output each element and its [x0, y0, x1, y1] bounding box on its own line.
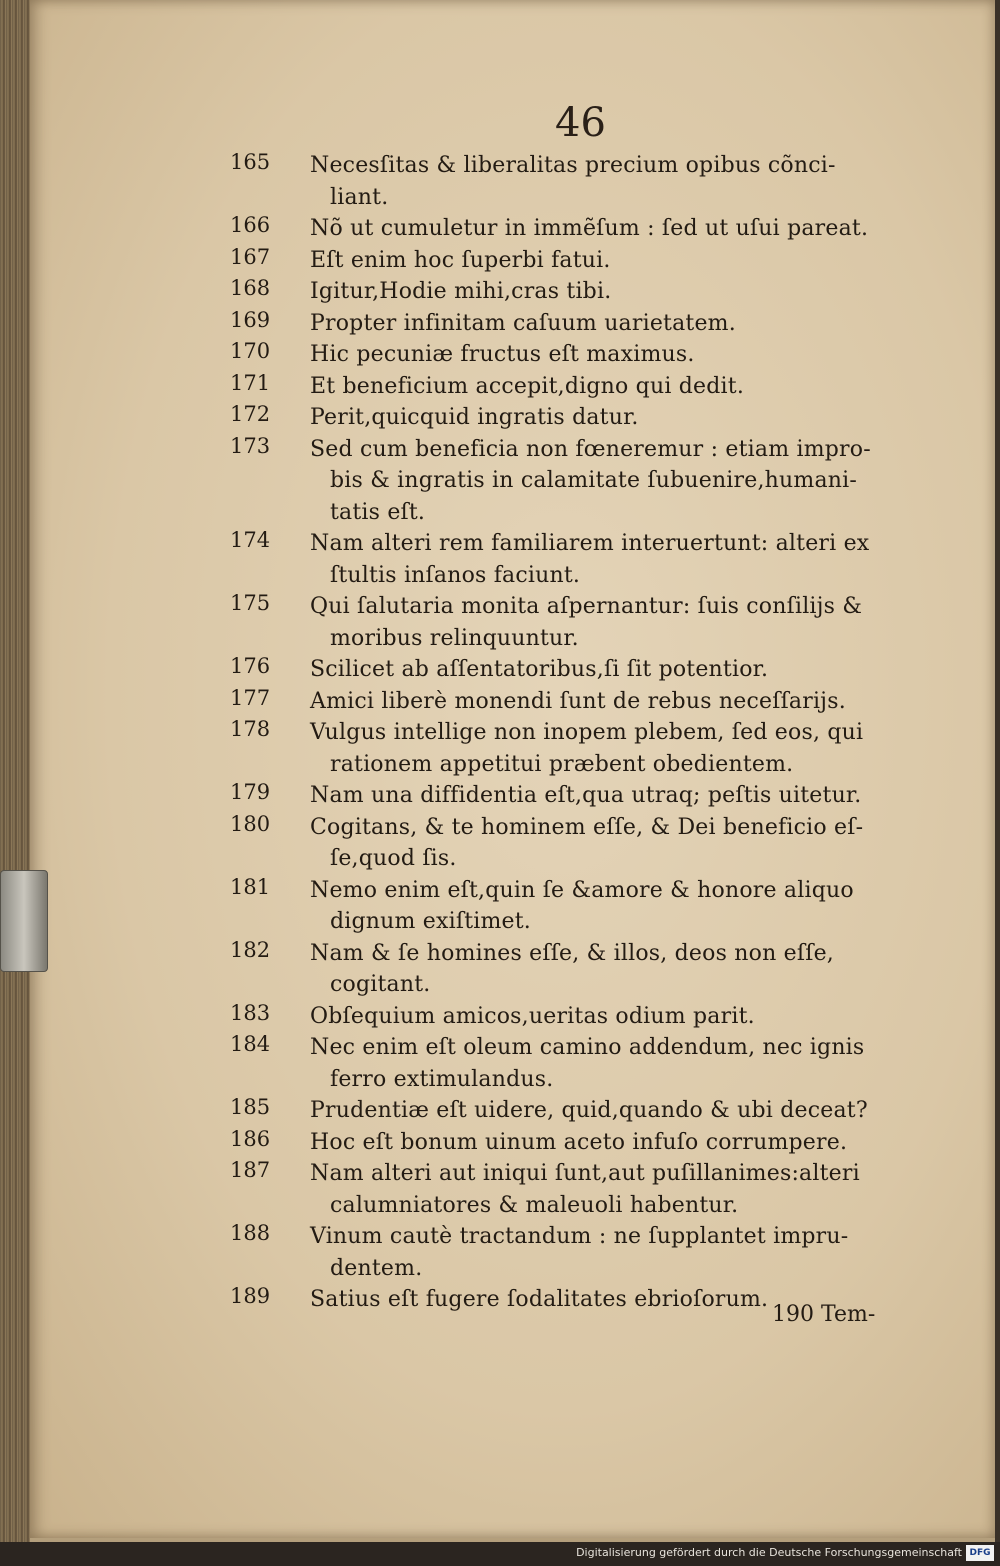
entry-number: 179	[230, 780, 271, 804]
entry-text-continued: dentem.	[330, 1255, 423, 1281]
entry-171	[230, 371, 930, 403]
entry-text: Nec enim eſt oleum camino addendum, nec ignis	[310, 1035, 865, 1060]
entry-166	[230, 213, 930, 245]
entry-number: 167	[230, 244, 271, 269]
footer-credit: Digitalisierung gefördert durch die Deutsche Forschungsgemeinschaft	[576, 1546, 962, 1559]
entry-185	[230, 1095, 930, 1127]
entry-text-continued: cogitant.	[330, 972, 431, 997]
entry-text: Eſt enim hoc ſuperbi fatui.	[310, 247, 611, 273]
entry-text: Sed cum beneficia non fœneremur : etiam impro-	[310, 436, 871, 462]
entry-175	[230, 591, 930, 654]
book-clasp	[0, 870, 48, 972]
entry-text: Cogitans, & te hominem eſſe, & Dei beneficio eſ-	[310, 814, 864, 840]
entry-text: Nemo enim eſt,quin ſe &amore & honore aliquo	[310, 877, 854, 903]
entry-188	[230, 1221, 930, 1284]
entry-text-continued: dignum exiſtimet.	[330, 909, 531, 934]
entry-186	[230, 1127, 930, 1159]
page-number: 46	[555, 100, 606, 146]
entry-text-continued: rationem appetitui præbent obedientem.	[330, 751, 794, 777]
entry-number: 165	[230, 150, 271, 174]
entry-text-continued: tatis eſt.	[330, 499, 426, 525]
entry-number: 176	[230, 654, 271, 678]
entry-181	[230, 875, 930, 938]
entry-number: 169	[230, 307, 271, 332]
entry-178	[230, 717, 930, 780]
entry-number: 178	[230, 717, 271, 741]
entry-text: Nam una diffidentia eſt,qua utraq; peſtis uitetur.	[310, 783, 862, 808]
entry-number: 188	[230, 1221, 271, 1245]
text-block	[230, 150, 930, 1316]
entry-number: 181	[230, 874, 271, 899]
entry-text: Igitur,Hodie mihi,cras tibi.	[310, 279, 612, 304]
entry-text-continued: bis & ingratis in calamitate ſubuenire,humani-	[330, 468, 858, 493]
dfg-logo-icon: DFG	[966, 1545, 994, 1561]
entry-text: Satius eſt fugere ſodalitates ebrioſorum.	[310, 1287, 769, 1312]
entry-text: Et beneficium accepit,digno qui dedit.	[310, 373, 745, 399]
entry-184	[230, 1032, 930, 1095]
entry-text: Nam alteri aut iniqui ſunt,aut puſillanimes:alteri	[310, 1161, 860, 1186]
entry-167	[230, 245, 930, 277]
entry-number: 185	[230, 1095, 271, 1119]
entry-179	[230, 780, 930, 812]
entry-number: 166	[230, 213, 271, 237]
entry-number: 177	[230, 685, 271, 710]
entry-text-continued: ſtultis inſanos faciunt.	[330, 562, 581, 588]
catchword: 190 Tem-	[772, 1302, 876, 1327]
entry-177	[230, 686, 930, 718]
entry-180	[230, 812, 930, 875]
entry-176	[230, 654, 930, 686]
entry-183	[230, 1001, 930, 1033]
entry-text: Hoc eſt bonum uinum aceto infuſo corrumpere.	[310, 1129, 848, 1155]
entry-text: Scilicet ab aſſentatoribus,ſi ſit potentior.	[310, 657, 769, 682]
entry-text: Vulgus intellige non inopem plebem, ſed eos, qui	[310, 720, 864, 745]
entry-169	[230, 308, 930, 340]
entry-number: 186	[230, 1126, 271, 1151]
entry-number: 184	[230, 1032, 271, 1056]
entry-text: Vinum cautè tractandum : ne ſupplantet impru-	[310, 1224, 849, 1249]
entry-text: Nõ ut cumuletur in immẽſum : ſed ut uſui pareat.	[310, 216, 869, 241]
entry-number: 180	[230, 811, 271, 836]
entry-number: 174	[230, 528, 271, 552]
entry-text: Hic pecuniæ fructus eſt maximus.	[310, 342, 695, 367]
entry-173	[230, 434, 930, 529]
entry-text: Qui ſalutaria monita aſpernantur: ſuis conſilijs &	[310, 594, 863, 619]
entry-text: Nam alteri rem familiarem interuertunt: alteri ex	[310, 531, 870, 556]
entry-165	[230, 150, 930, 213]
entry-text-continued: calumniatores & maleuoli habentur.	[330, 1192, 739, 1218]
entry-number: 171	[230, 370, 271, 395]
entry-text-continued: ſe,quod ſis.	[330, 846, 457, 871]
entry-text-continued: liant.	[330, 184, 389, 210]
entry-number: 189	[230, 1284, 271, 1308]
entry-text: Necesſitas & liberalitas precium opibus cõnci-	[310, 153, 836, 178]
entry-number: 183	[230, 1000, 271, 1025]
entry-187	[230, 1158, 930, 1221]
entry-text: Nam & ſe homines eſſe, & illos, deos non eſſe,	[310, 940, 834, 966]
entry-text: Obſequium amicos,ueritas odium parit.	[310, 1003, 755, 1029]
entry-number: 168	[230, 276, 271, 300]
entry-174	[230, 528, 930, 591]
entry-number: 173	[230, 433, 271, 458]
entry-number: 170	[230, 339, 271, 363]
entry-182	[230, 938, 930, 1001]
entry-168	[230, 276, 930, 308]
entry-number: 182	[230, 937, 271, 962]
entry-text: Prudentiæ eſt uidere, quid,quando & ubi deceat?	[310, 1098, 868, 1123]
entry-text-continued: moribus relinquuntur.	[330, 625, 579, 651]
entry-text: Perit,quicquid ingratis datur.	[310, 405, 639, 430]
entry-170	[230, 339, 930, 371]
entry-number: 187	[230, 1158, 271, 1182]
entry-text-continued: ferro extimulandus.	[330, 1066, 554, 1092]
entry-text: Propter infinitam caſuum uarietatem.	[310, 310, 736, 336]
entry-172	[230, 402, 930, 434]
entry-number: 175	[230, 591, 271, 615]
entry-number: 172	[230, 402, 271, 426]
entry-text: Amici liberè monendi ſunt de rebus neceſſarijs.	[310, 688, 846, 714]
